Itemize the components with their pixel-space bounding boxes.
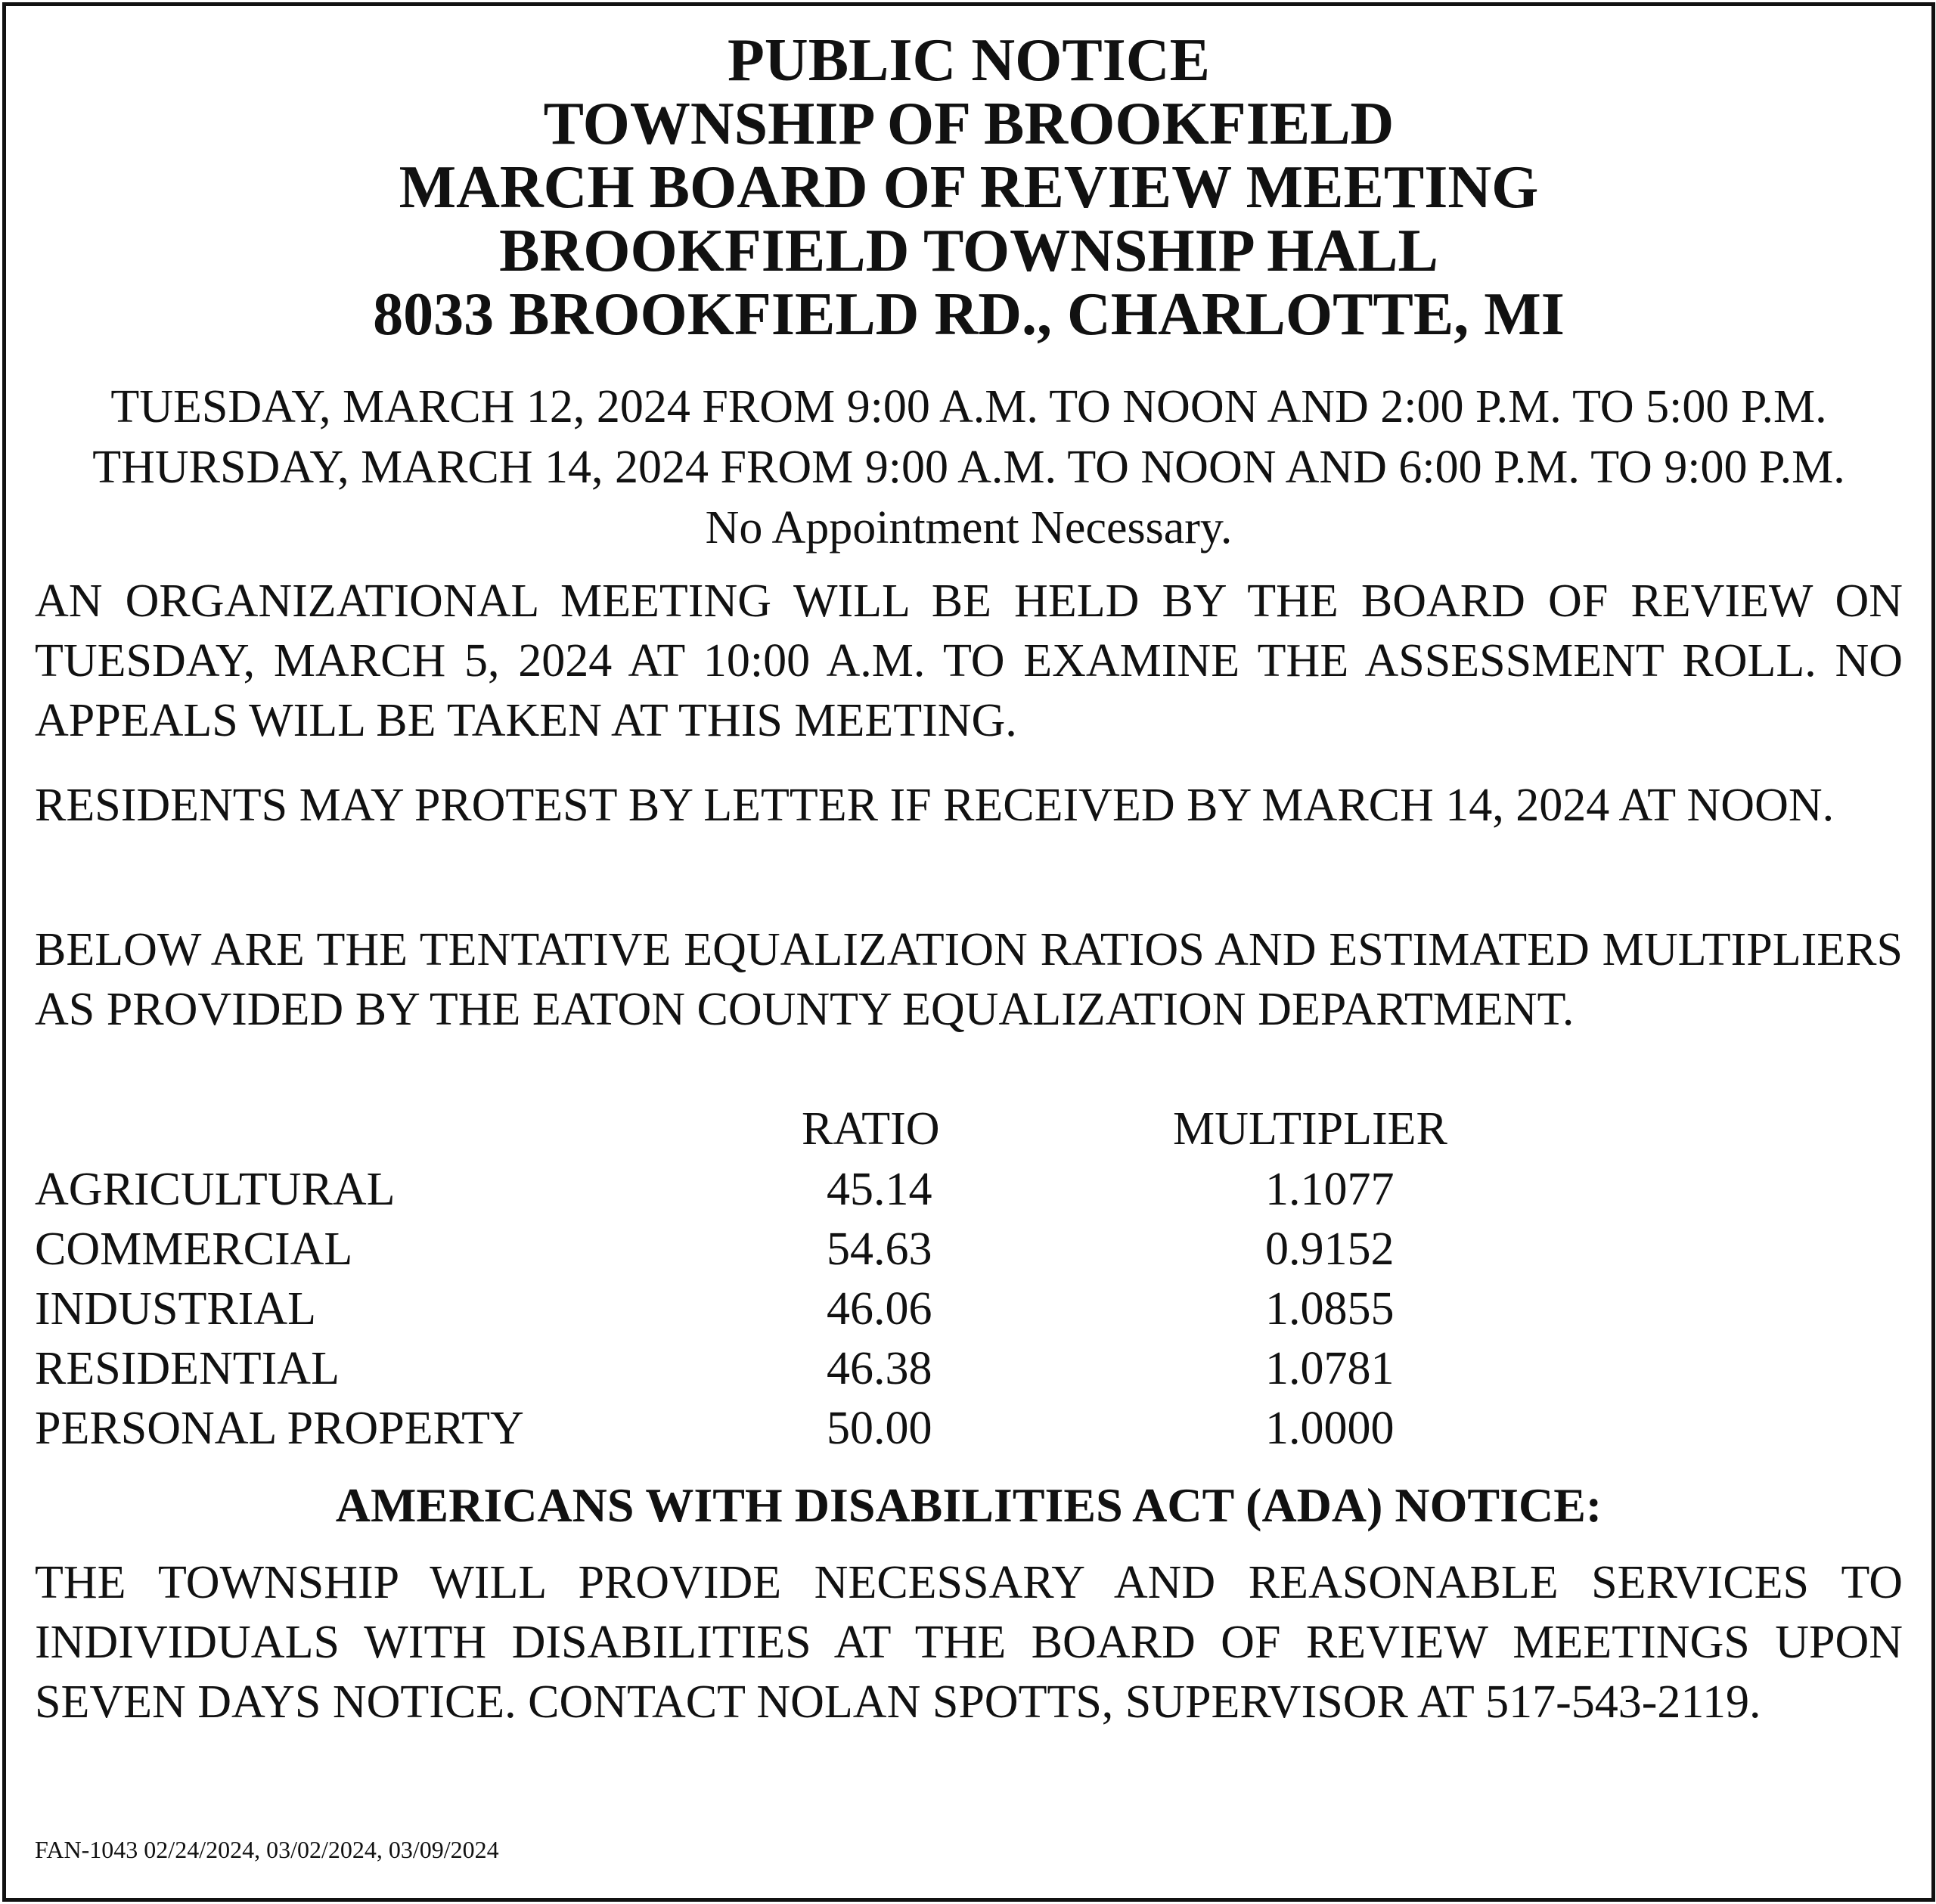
class-cell: COMMERCIAL [35,1223,353,1275]
organizational-meeting-paragraph: AN ORGANIZATIONAL MEETING WILL BE HELD BY THE BOARD OF REVIEW ON TUESDAY, MARCH 5, 2024 AT 10:00 A.M. TO EXAMINE THE ASSESSMENT ROLL. NO APPEALS WILL BE TAKEN AT THIS MEETING. [35,575,1903,746]
multiplier-cell: 1.0781 [1265,1343,1395,1394]
table-row [6,1338,1931,1399]
protest-paragraph: RESIDENTS MAY PROTEST BY LETTER IF RECEIVED BY MARCH 14, 2024 AT NOON. [35,780,1835,831]
ratio-cell: 46.38 [827,1343,932,1394]
ratio-cell: 46.06 [827,1283,932,1335]
schedule-line-3: No Appointment Necessary. [705,502,1233,554]
table-row [6,1159,1931,1220]
multiplier-cell: 1.1077 [1265,1164,1395,1215]
heading-line-3: MARCH BOARD OF REVIEW MEETING [399,154,1539,221]
table-row [6,1279,1931,1339]
heading-line-4: BROOKFIELD TOWNSHIP HALL [499,218,1438,284]
ada-notice-title: AMERICANS WITH DISABILITIES ACT (ADA) NOTICE: [335,1478,1602,1532]
public-notice [2,2,1935,1902]
meeting-schedule [6,377,1931,558]
table-row [6,1398,1931,1459]
heading-line-2: TOWNSHIP OF BROOKFIELD [543,91,1395,157]
multiplier-cell: 1.0855 [1265,1283,1395,1335]
heading-line-1: PUBLIC NOTICE [728,27,1210,94]
ratios-intro-paragraph: BELOW ARE THE TENTATIVE EQUALIZATION RATIOS AND ESTIMATED MULTIPLIERS AS PROVIDED BY THE EATON COUNTY EQUALIZATION DEPARTMENT. [35,924,1903,1035]
multiplier-cell: 1.0000 [1265,1403,1395,1454]
schedule-line-1: TUESDAY, MARCH 12, 2024 FROM 9:00 A.M. TO NOON AND 2:00 P.M. TO 5:00 P.M. [110,381,1827,433]
ratio-column-header: RATIO [802,1103,940,1155]
multiplier-column-header: MULTIPLIER [1173,1103,1447,1155]
ada-notice-body: THE TOWNSHIP WILL PROVIDE NECESSARY AND REASONABLE SERVICES TO INDIVIDUALS WITH DISABILITIES AT THE BOARD OF REVIEW MEETINGS UPON SEVEN DAYS NOTICE. CONTACT NOLAN SPOTTS, SUPERVISOR AT 517-543-2119. [35,1557,1903,1728]
class-cell: PERSONAL PROPERTY [35,1403,524,1454]
ratio-cell: 50.00 [827,1403,932,1454]
class-cell: AGRICULTURAL [35,1164,396,1215]
class-cell: RESIDENTIAL [35,1343,340,1394]
ratio-cell: 45.14 [827,1164,932,1215]
multiplier-cell: 0.9152 [1265,1223,1395,1275]
table-row [6,1219,1931,1279]
notice-heading [6,29,1931,346]
class-cell: INDUSTRIAL [35,1283,316,1335]
heading-line-5: 8033 BROOKFIELD RD., CHARLOTTE, MI [373,281,1565,348]
schedule-line-2: THURSDAY, MARCH 14, 2024 FROM 9:00 A.M. TO NOON AND 6:00 P.M. TO 9:00 P.M. [92,442,1845,493]
ratio-cell: 54.63 [827,1223,932,1275]
publication-footer: FAN-1043 02/24/2024, 03/02/2024, 03/09/2024 [35,1836,499,1863]
